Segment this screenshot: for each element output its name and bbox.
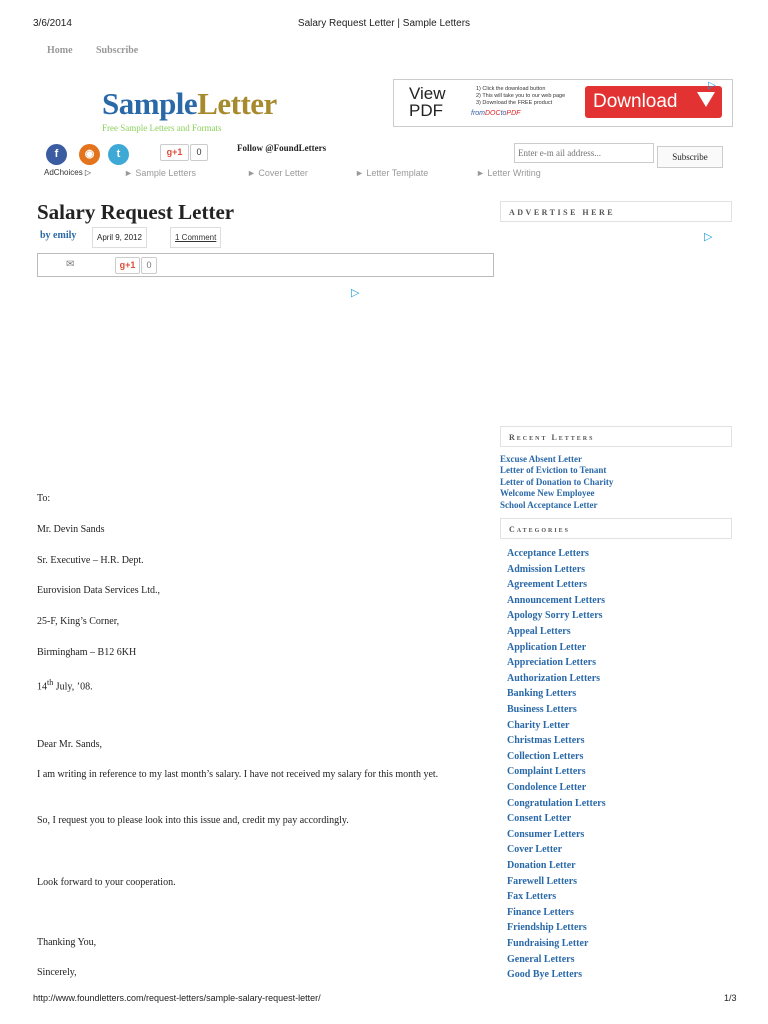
gplus-count: 0: [141, 257, 157, 274]
email-input[interactable]: [514, 143, 654, 163]
letter-date-sup: th: [47, 678, 54, 687]
category-link[interactable]: Collection Letters: [507, 750, 584, 762]
ad-view-line-2: PDF: [409, 101, 443, 120]
print-date: 3/6/2014: [33, 18, 72, 29]
adchoices-icon[interactable]: ▷: [351, 287, 360, 299]
comments-link[interactable]: 1 Comment: [170, 227, 221, 248]
ad-brand-to: to: [500, 110, 507, 117]
letter-address-1: 25-F, King’s Corner,: [37, 616, 120, 627]
ad-step: 2) This will take you to our web page: [476, 93, 566, 99]
letter-date-rest: July, ’08.: [53, 681, 93, 693]
subscribe-button[interactable]: Subscribe: [657, 146, 723, 168]
share-bar: [37, 253, 494, 277]
letter-recipient-name: Mr. Devin Sands: [37, 524, 105, 535]
letter-paragraph-1: I am writing in reference to my last month’s salary. I have not received my salary for this month yet.: [37, 769, 439, 780]
category-link[interactable]: General Letters: [507, 953, 575, 965]
letter-to: To:: [37, 493, 51, 504]
category-link[interactable]: Complaint Letters: [507, 766, 586, 778]
logo-part-1: Sample: [102, 86, 198, 121]
nav-link-letter-template[interactable]: ► Letter Template: [355, 168, 429, 178]
letter-recipient-position: Sr. Executive – H.R. Dept.: [37, 555, 144, 566]
recent-letters-heading: Recent Letters: [509, 433, 595, 442]
category-link[interactable]: Business Letters: [507, 704, 577, 715]
letter-date: [37, 675, 93, 694]
ad-brand-from: from: [471, 110, 485, 117]
letter-closing-1: Thanking You,: [37, 937, 97, 948]
nav-link-sample-letters[interactable]: ► Sample Letters: [124, 168, 196, 178]
nav-link-letter-writing[interactable]: ► Letter Writing: [476, 168, 541, 178]
recent-letter-link[interactable]: School Acceptance Letter: [500, 499, 598, 510]
letter-address-2: Birmingham – B12 6KH: [37, 647, 137, 658]
letter-company: Eurovision Data Services Ltd.,: [37, 585, 161, 596]
nav-subscribe-link[interactable]: Subscribe: [96, 45, 139, 56]
rss-icon[interactable]: ◉: [79, 144, 100, 165]
category-link[interactable]: Fundraising Letter: [507, 938, 589, 949]
recent-letter-link[interactable]: Letter of Eviction to Tenant: [500, 465, 607, 476]
footer-url: http://www.foundletters.com/request-letters/sample-salary-request-letter/: [33, 993, 321, 1003]
post-title: Salary Request Letter: [37, 200, 235, 224]
advertise-heading[interactable]: ADVERTISE HERE: [509, 208, 616, 217]
adchoices-icon[interactable]: ▷: [708, 80, 716, 91]
ad-brand-pdf: PDF: [506, 110, 521, 117]
category-link[interactable]: Appreciation Letters: [507, 657, 596, 669]
adchoices-label[interactable]: AdChoices ▷: [44, 168, 92, 177]
nav-link-cover-letter[interactable]: ► Cover Letter: [247, 168, 308, 178]
nav-home-link[interactable]: Home: [47, 45, 73, 56]
category-link[interactable]: Friendship Letters: [507, 922, 587, 934]
category-link[interactable]: Good Bye Letters: [507, 969, 582, 981]
category-link[interactable]: Announcement Letters: [507, 594, 606, 606]
category-link[interactable]: Donation Letter: [507, 860, 576, 871]
advertise-box[interactable]: [500, 201, 732, 222]
recent-letter-link[interactable]: Letter of Donation to Charity: [500, 476, 614, 487]
category-link[interactable]: Finance Letters: [507, 906, 574, 918]
ad-view-line-1: View: [409, 84, 446, 103]
category-link[interactable]: Consumer Letters: [507, 828, 585, 840]
category-link[interactable]: Application Letter: [507, 641, 587, 653]
email-share-icon[interactable]: ✉: [66, 259, 75, 270]
ad-brand-doc: DOC: [485, 110, 501, 117]
post-author[interactable]: by emily: [40, 230, 77, 241]
print-title: Salary Request Letter | Sample Letters: [297, 18, 471, 29]
categories-box: [500, 518, 732, 539]
letter-closing-2: Sincerely,: [37, 967, 77, 978]
letter-date-day: 14: [37, 681, 47, 693]
site-tagline: Free Sample Letters and Formats: [102, 123, 222, 133]
category-link[interactable]: Condolence Letter: [507, 782, 587, 793]
ad-download-button[interactable]: Download: [585, 86, 722, 118]
ad-brand: [471, 110, 520, 117]
recent-letter-link[interactable]: Excuse Absent Letter: [500, 454, 582, 464]
download-arrow-icon: [697, 92, 715, 107]
adchoices-icon[interactable]: ▷: [704, 231, 713, 243]
facebook-icon[interactable]: f: [46, 144, 67, 165]
category-link[interactable]: Cover Letter: [507, 844, 563, 856]
gplus-button[interactable]: g+1: [160, 144, 189, 161]
category-link[interactable]: Consent Letter: [507, 813, 572, 825]
recent-letter-link[interactable]: Welcome New Employee: [500, 488, 595, 499]
ad-step: 1) Click the download button: [476, 86, 546, 92]
twitter-icon[interactable]: t: [108, 144, 129, 165]
category-link[interactable]: Fax Letters: [507, 891, 557, 903]
category-link[interactable]: Appeal Letters: [507, 626, 571, 637]
letter-salutation: Dear Mr. Sands,: [37, 739, 102, 750]
category-link[interactable]: Acceptance Letters: [507, 548, 589, 559]
category-link[interactable]: Congratulation Letters: [507, 797, 606, 809]
category-link[interactable]: Authorization Letters: [507, 672, 601, 684]
footer-page-number: 1/3: [724, 993, 737, 1003]
site-logo[interactable]: [102, 86, 277, 122]
follow-link[interactable]: Follow @FoundLetters: [237, 143, 327, 153]
category-link[interactable]: Agreement Letters: [507, 579, 588, 591]
ad-steps: [476, 86, 565, 107]
letter-paragraph-3: Look forward to your cooperation.: [37, 877, 176, 888]
recent-letters-list: [500, 454, 613, 511]
letter-paragraph-2: So, I request you to please look into this issue and, credit my pay accordingly.: [37, 815, 349, 826]
recent-letters-box: [500, 426, 732, 447]
category-link[interactable]: Christmas Letters: [507, 735, 585, 747]
gplus-count: 0: [190, 144, 208, 161]
gplus-button[interactable]: g+1: [115, 257, 140, 274]
category-link[interactable]: Admission Letters: [507, 563, 586, 575]
categories-heading: Categories: [509, 525, 571, 534]
category-link[interactable]: Apology Sorry Letters: [507, 610, 603, 622]
category-link[interactable]: Farewell Letters: [507, 875, 578, 887]
ad-step: 3) Download the FREE product: [476, 100, 553, 106]
category-link[interactable]: Banking Letters: [507, 688, 577, 700]
post-date: April 9, 2012: [92, 227, 147, 248]
ad-view-pdf: [409, 85, 446, 119]
logo-part-2: Letter: [197, 86, 277, 121]
category-link[interactable]: Charity Letter: [507, 719, 570, 731]
